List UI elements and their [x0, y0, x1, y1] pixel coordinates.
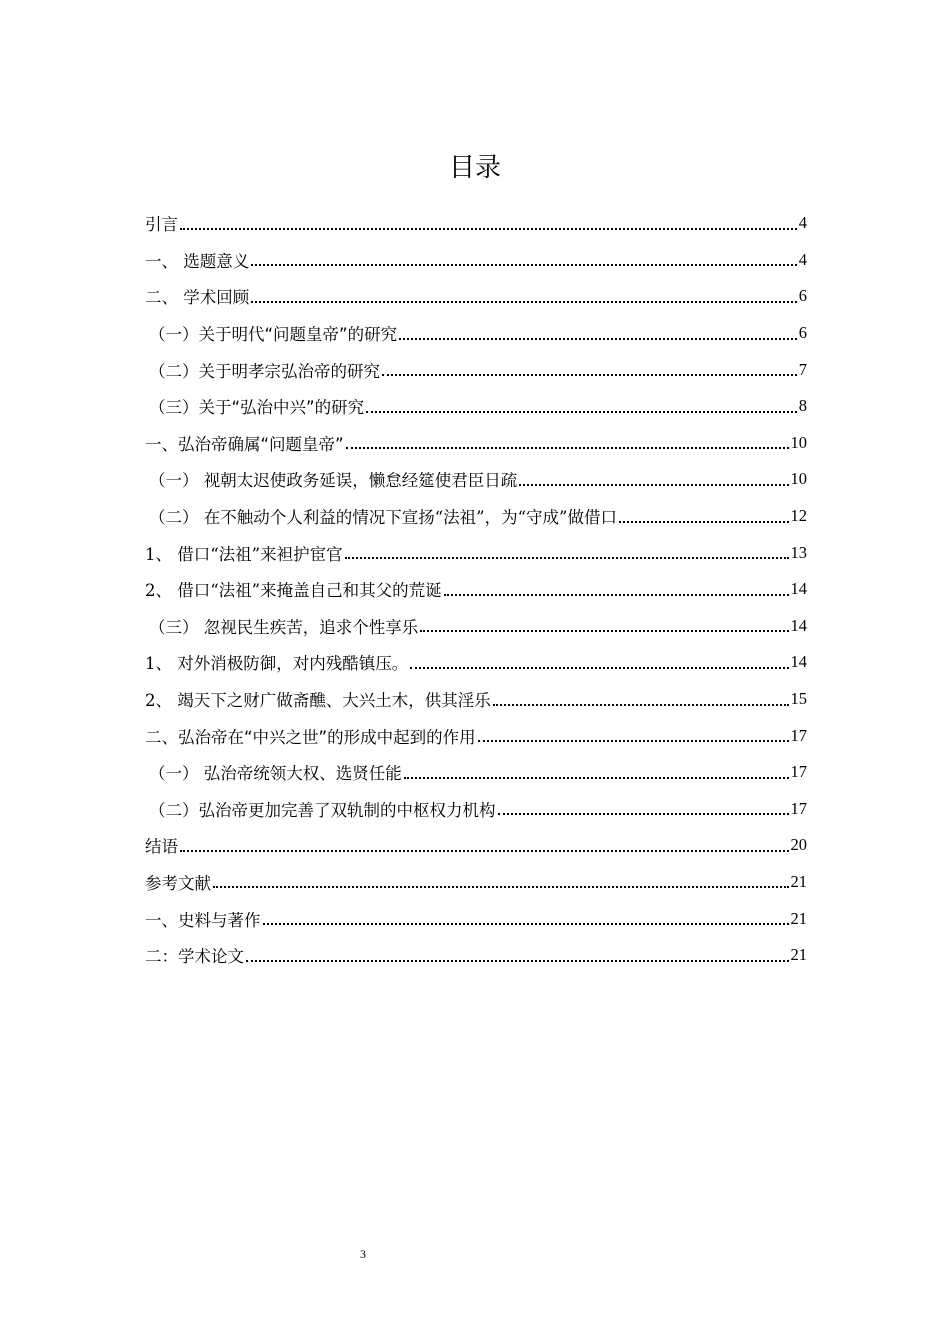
toc-entry[interactable] — [145, 791, 807, 828]
toc-entry-label: （三） 忽视民生疾苦，追求个性享乐 — [149, 617, 419, 637]
toc-entry-label: 一、弘治帝确属“问题皇帝” — [145, 434, 344, 454]
page-title: 目录 — [448, 153, 501, 183]
toc-page-number: 21 — [790, 908, 807, 928]
toc-entry[interactable] — [145, 681, 807, 718]
toc-entry[interactable] — [145, 827, 807, 864]
toc-leader-dots — [420, 629, 788, 632]
toc-page-number: 12 — [790, 506, 807, 526]
toc-entry[interactable] — [145, 425, 807, 462]
toc-leader-dots — [251, 300, 797, 303]
toc-entry-label: （二）关于明孝宗弘治帝的研究 — [149, 361, 380, 381]
toc-entry[interactable] — [145, 717, 807, 754]
toc-entry-label: 引言 — [145, 215, 178, 235]
toc-leader-dots — [410, 666, 788, 669]
toc-page-number: 15 — [790, 689, 807, 709]
toc-entry[interactable] — [145, 278, 807, 315]
toc-entry-label: 一、 选题意义 — [145, 251, 250, 271]
toc-page-number: 21 — [790, 871, 807, 891]
toc-entry[interactable] — [145, 315, 807, 352]
toc-entry[interactable] — [145, 388, 807, 425]
toc-page-number: 14 — [790, 579, 807, 599]
toc-entry-label: （一）关于明代“问题皇帝”的研究 — [149, 325, 398, 345]
toc-leader-dots — [180, 849, 789, 852]
toc-page-number: 10 — [790, 432, 807, 452]
toc-leader-dots — [246, 959, 789, 962]
toc-page-number: 14 — [790, 652, 807, 672]
toc-entry-label: （三）关于“弘治中兴”的研究 — [149, 398, 365, 418]
table-of-contents — [145, 205, 807, 973]
toc-page-number: 17 — [790, 798, 807, 818]
toc-entry[interactable] — [145, 351, 807, 388]
toc-entry-label: （一） 视朝太迟使政务延误，懒怠经筵使君臣日疏 — [149, 471, 518, 491]
toc-leader-dots — [404, 776, 789, 779]
toc-page-number: 6 — [798, 286, 807, 306]
toc-entry-label: （二） 在不触动个人利益的情况下宣扬“法祖”，为“守成”做借口 — [149, 508, 617, 528]
toc-leader-dots — [180, 227, 797, 230]
toc-entry[interactable] — [145, 644, 807, 681]
toc-page-number: 17 — [790, 725, 807, 745]
toc-entry-label: 2、 借口“法祖”来掩盖自己和其父的荒诞 — [145, 581, 442, 601]
toc-entry[interactable] — [145, 608, 807, 645]
toc-page-number: 10 — [790, 469, 807, 489]
toc-entry[interactable] — [145, 534, 807, 571]
toc-leader-dots — [619, 520, 789, 523]
toc-page-number: 14 — [790, 615, 807, 635]
footer-page-number: 3 — [360, 1247, 366, 1261]
toc-entry-label: 结语 — [145, 837, 178, 857]
toc-entry-label: 2、 竭天下之财广做斋醮、大兴土木，供其淫乐 — [145, 691, 491, 711]
toc-page-number: 21 — [790, 945, 807, 965]
toc-entry-label: 二、弘治帝在“中兴之世”的形成中起到的作用 — [145, 727, 476, 747]
toc-entry[interactable] — [145, 571, 807, 608]
toc-entry-label: （一） 弘治帝统领大权、选贤任能 — [149, 764, 402, 784]
toc-leader-dots — [366, 410, 797, 413]
toc-leader-dots — [251, 263, 797, 266]
toc-page-number: 4 — [798, 213, 807, 233]
toc-entry-label: （二）弘治帝更加完善了双轨制的中枢权力机构 — [149, 800, 496, 820]
toc-page-number: 7 — [798, 359, 807, 379]
toc-entry-intro[interactable] — [145, 205, 807, 242]
toc-entry-label: 1、 借口“法祖”来袒护宦官 — [145, 544, 343, 564]
toc-leader-dots — [478, 739, 789, 742]
toc-page-number: 6 — [798, 323, 807, 343]
toc-leader-dots — [346, 446, 789, 449]
toc-leader-dots — [493, 703, 789, 706]
toc-entry[interactable] — [145, 937, 807, 974]
toc-page-number: 4 — [798, 249, 807, 269]
toc-leader-dots — [399, 337, 797, 340]
toc-entry[interactable] — [145, 242, 807, 279]
toc-entry[interactable] — [145, 461, 807, 498]
toc-leader-dots — [519, 483, 788, 486]
toc-page-number: 17 — [790, 762, 807, 782]
toc-entry[interactable] — [145, 900, 807, 937]
toc-leader-dots — [382, 373, 797, 376]
toc-entry[interactable] — [145, 754, 807, 791]
toc-page-number: 8 — [798, 396, 807, 416]
toc-leader-dots — [263, 922, 789, 925]
toc-entry-label: 一、史料与著作 — [145, 910, 261, 930]
toc-entry-label: 二：学术论文 — [145, 947, 244, 967]
toc-page-number: 13 — [790, 542, 807, 562]
toc-entry-label: 1、 对外消极防御，对内残酷镇压。 — [145, 654, 409, 674]
toc-leader-dots — [213, 885, 789, 888]
toc-leader-dots — [444, 593, 789, 596]
toc-entry[interactable] — [145, 864, 807, 901]
toc-entry-label: 二、 学术回顾 — [145, 288, 250, 308]
toc-entry-label: 参考文献 — [145, 873, 211, 893]
toc-entry[interactable] — [145, 498, 807, 535]
toc-leader-dots — [498, 812, 789, 815]
toc-page-number: 20 — [790, 835, 807, 855]
toc-leader-dots — [345, 556, 789, 559]
